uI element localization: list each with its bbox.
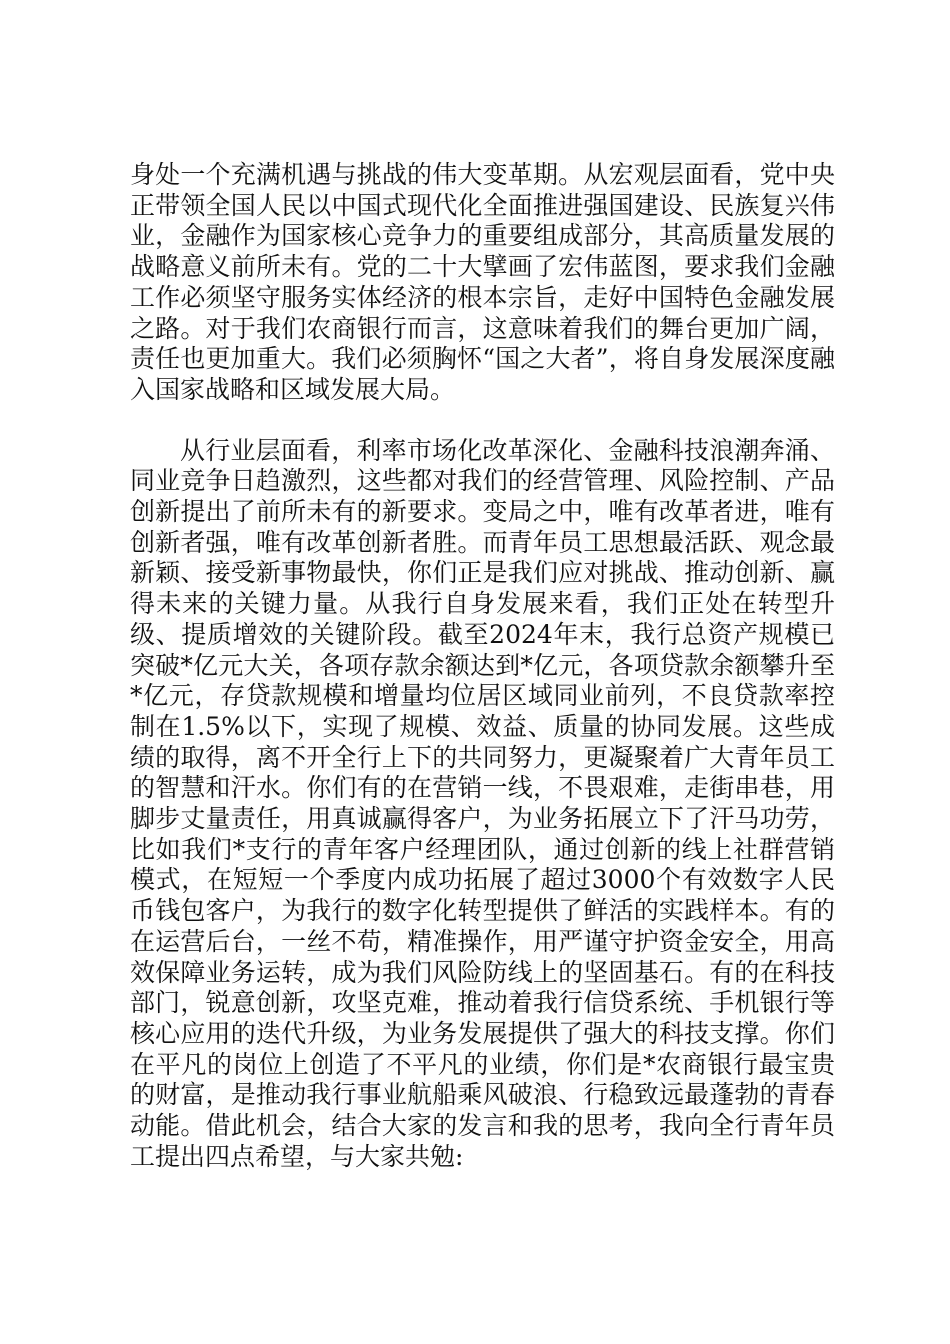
paragraph-macro-context: 身处一个充满机遇与挑战的伟大变革期。从宏观层面看，党中央正带领全国人民以中国式现代化全面推进强国建设、民族复兴伟业，金融作为国家核心竞争力的重要组成部分，其高质量发展的战略意义前所未有。党的二十大擘画了宏伟蓝图，要求我们金融工作必须坚守服务实体经济的根本宗旨，走好中国特色金融发展之路。对于我们农商银行而言，这意味着我们的舞台更加广阔，责任也更加重大。我们必须胸怀“国之大者”，将自身发展深度融入国家战略和区域发展大局。 [130, 160, 835, 404]
paragraph-industry-context: 从行业层面看，利率市场化改革深化、金融科技浪潮奔涌、同业竞争日趋激烈，这些都对我们的经营管理、风险控制、产品创新提出了前所未有的新要求。变局之中，唯有改革者进，唯有创新者强，唯有改革创新者胜。而青年员工思想最活跃、观念最新颖、接受新事物最快，你们正是我们应对挑战、推动创新、赢得未来的关键力量。从我行自身发展来看，我们正处在转型升级、提质增效的关键阶段。截至2024年末，我行总资产规模已突破*亿元大关，各项存款余额达到*亿元，各项贷款余额攀升至*亿元，存贷款规模和增量均位居区域同业前列，不良贷款率控制在1.5%以下，实现了规模、效益、质量的协同发展。这些成绩的取得，离不开全行上下的共同努力，更凝聚着广大青年员工的智慧和汗水。你们有的在营销一线，不畏艰难，走街串巷，用脚步丈量责任，用真诚赢得客户，为业务拓展立下了汗马功劳，比如我们*支行的青年客户经理团队，通过创新的线上社群营销模式，在短短一个季度内成功拓展了超过3000个有效数字人民币钱包客户，为我行的数字化转型提供了鲜活的实践样本。有的在运营后台，一丝不苟，精准操作，用严谨守护资金安全，用高效保障业务运转，成为我们风险防线上的坚固基石。有的在科技部门，锐意创新，攻坚克难，推动着我行信贷系统、手机银行等核心应用的迭代升级，为业务发展提供了强大的科技支撑。你们在平凡的岗位上创造了不平凡的业绩，你们是*农商银行最宝贵的财富，是推动我行事业航船乘风破浪、行稳致远最蓬勃的青春动能。借此机会，结合大家的发言和我的思考，我向全行青年员工提出四点希望，与大家共勉: [130, 435, 835, 1171]
document-page [130, 160, 835, 1173]
